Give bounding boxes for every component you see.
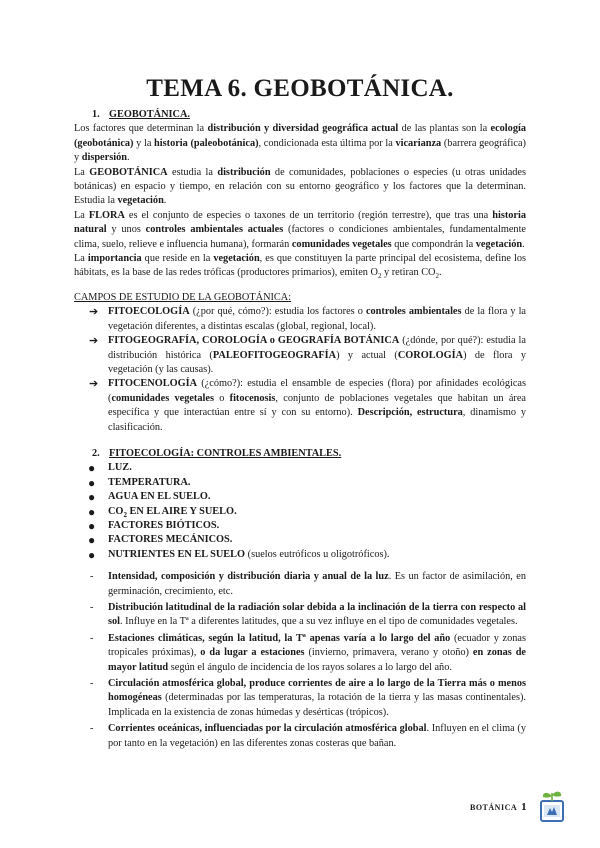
list-item-fitocenologia: ➔ FITOCENOLOGÍA (¿cómo?): estudia el ensamble de especies (flora) por afinidades ecológicas (comunidades vegetales o fitocenosis, conjunto de poblaciones vegetales que habitan un área específica y que interactúan entre sí y con su entorno). Descripción, estructura, dinamismo y clasificación. xyxy=(89,378,526,433)
arrow-right-icon: ➔ xyxy=(89,306,99,319)
list-item-luz: ● LUZ. xyxy=(88,461,132,476)
bullet-icon: ● xyxy=(88,533,96,548)
list-item-intensidad: - Intensidad, composición y distribución diaria y anual de la luz. Es un factor de asimilación, en germinación, crecimiento, etc. xyxy=(90,571,526,597)
page-content xyxy=(74,76,526,753)
bullet-icon: ● xyxy=(88,547,96,562)
list-item-bioticos: ● FACTORES BIÓTICOS. xyxy=(88,518,220,533)
list-item-co2: ● $CO_2$ EN EL AIRE Y SUELO. xyxy=(88,504,237,519)
bullet-icon: ● xyxy=(88,518,96,533)
list-item-corrientes: - Corrientes oceánicas, influenciadas por la circulación atmosférica global. Influyen en el clima (y por tanto en la vegetación) en las diferentes zonas costeras que bañan. xyxy=(90,723,526,749)
dash-icon: - xyxy=(90,632,94,644)
list-item-distribucion-latitudinal: - Distribución latitudinal de la radiación solar debida a la inclinación de la tierra con respecto al sol. Influye en la Tª a diferentes latitudes, que a su vez influye en el tipo de comunidades vegetales. xyxy=(90,602,526,628)
list-item-fitogeografia: ➔ FITOGEOGRAFÍA, COROLOGÍA o GEOGRAFÍA BOTÁNICA (¿dónde, por qué?): estudia la distribución histórica (PALEOFITOGEOGRAFÍA) y actual (COROLOGÍA) de flora y vegetación (y las causas). xyxy=(89,335,526,375)
section-label: FITOECOLOGÍA: CONTROLES AMBIENTALES. xyxy=(109,447,342,459)
paragraph-flora: La FLORA es el conjunto de especies o taxones de un territorio (región terrestre), que tras una historia natural y unos controles ambientales actuales (factores o condiciones ambientales, fundamentalmente clima, suelo, relieve e influencia humana), formarán comunidades vegetales que compondrán la vegetación. xyxy=(74,209,527,250)
list-item-agua: ● AGUA EN EL SUELO. xyxy=(88,490,211,505)
section-number: 1. xyxy=(92,109,100,120)
paragraph-factors: Los factores que determinan la distribución y diversidad geográfica actual de las plantas son la ecología (geobotánica) y la historia (paleobotánica), condicionada esta última por la vicarianza (barrera geográfica) y dispersión. xyxy=(74,123,526,164)
dash-icon: - xyxy=(90,723,94,735)
list-item-estaciones: - Estaciones climáticas, según la latitud, la Tª apenas varía a lo largo del año (ecuador y zonas tropicales próximas), o da lugar a estaciones (invierno, primavera, verano y otoño) en zonas de mayor latitud según el ángulo de incidencia de los rayos solares a lo largo del año. xyxy=(90,632,526,673)
paragraph-importancia: La importancia que reside en la vegetación, es que constituyen la parte principal del ecosistema, define los hábitats, es la base de las redes tróficas (productores primarios), emiten $O_2$ y retiran $CO_2$. xyxy=(74,253,526,281)
section-label: GEOBOTÁNICA. xyxy=(109,109,190,120)
light-factors-list xyxy=(74,570,526,751)
bullet-icon: ● xyxy=(88,461,96,476)
list-item-circulacion: - Circulación atmosférica global, produce corrientes de aire a lo largo de la Tierra más o menos homogéneas (determinadas por las temperaturas, la rotación de la tierra y las masas continentales). Implicada en la existencia de zonas húmedas y desérticas (trópicos). xyxy=(90,678,526,718)
bullet-icon: ● xyxy=(88,475,96,490)
page-number: 1 xyxy=(521,801,528,813)
botany-logo-icon xyxy=(534,788,570,824)
list-item-fitoecologia: ➔ FITOECOLOGÍA (¿por qué, cómo?): estudia los factores o controles ambientales de la flora y la vegetación diferentes, a distintas escalas (global, regional, local). xyxy=(89,306,526,332)
dash-icon: - xyxy=(90,678,94,690)
campos-heading: CAMPOS DE ESTUDIO DE LA GEOBOTÁNICA: xyxy=(74,291,292,303)
bullet-icon: ● xyxy=(88,504,96,519)
page-footer xyxy=(470,800,527,815)
list-item-mecanicos: ● FACTORES MECÁNICOS. xyxy=(88,533,233,548)
arrow-right-icon: ➔ xyxy=(89,378,99,391)
section-number: 2. xyxy=(92,447,100,459)
section-1-heading xyxy=(92,108,526,122)
paragraph-geobotanica: La GEOBOTÁNICA estudia la distribución de comunidades, poblaciones o especies (u otras unidades botánicas) en espacio y tiempo, en relación con su entorno geográfico y los factores que la determinan. Estudia la vegetación. xyxy=(74,166,526,207)
spacer xyxy=(74,435,526,447)
footer-subject: BOTÁNICA xyxy=(470,803,518,812)
arrow-right-icon: ➔ xyxy=(89,335,99,348)
campos-list xyxy=(74,305,526,435)
factors-list xyxy=(74,461,526,562)
page-title: TEMA 6. GEOBOTÁNICA. xyxy=(146,75,454,102)
bullet-icon: ● xyxy=(88,490,96,505)
list-item-temperatura: ● TEMPERATURA. xyxy=(88,475,191,490)
dash-icon: - xyxy=(90,571,94,583)
list-item-nutrientes: ● NUTRIENTES EN EL SUELO (suelos eutróficos u oligotróficos). xyxy=(88,547,390,562)
dash-icon: - xyxy=(90,602,94,613)
section-2-heading xyxy=(92,447,526,461)
